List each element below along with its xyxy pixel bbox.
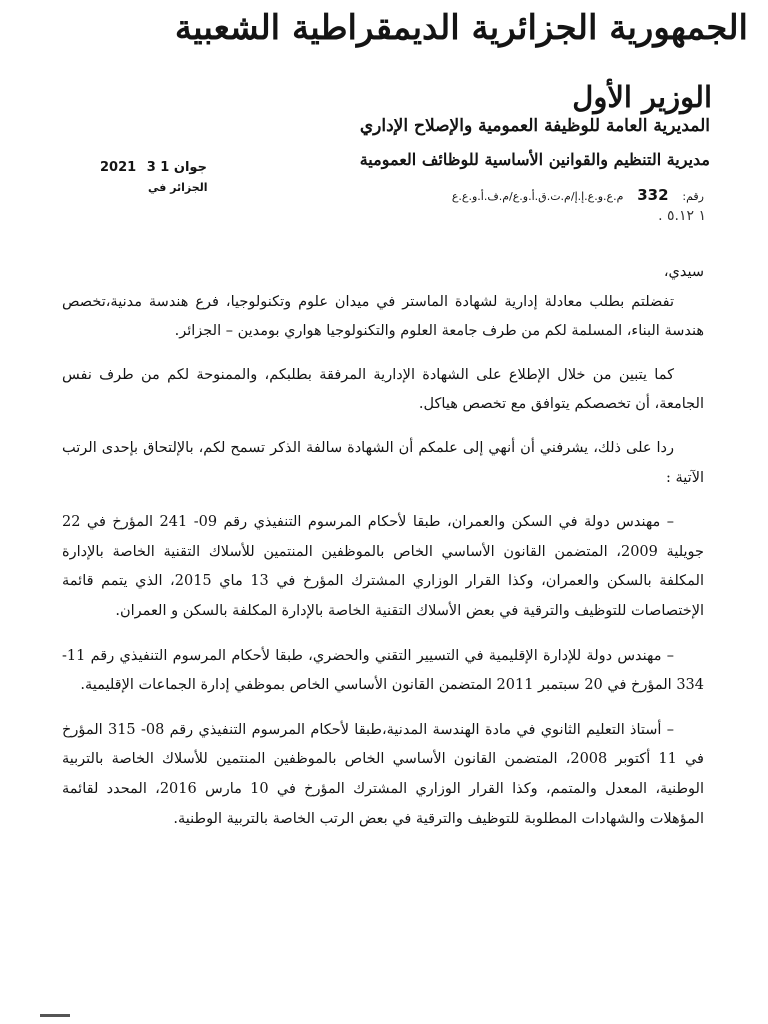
list-item-territorial-engineer: – مهندس دولة للإدارة الإقليمية في التسيير التقني والحضري، طبقا لأحكام المرسوم التنفيذي رقم 11- 334 المؤرخ في 20 سبتمبر 2011 المتضمن القانون الأساسي الخاص بموظفي إدارة الجماعات الإقليمية. xyxy=(62,647,704,694)
minister-title: الوزير الأول xyxy=(572,80,712,114)
paragraph-response: ردا على ذلك، يشرفني أن أنهي إلى علمكم أن الشهادة سالفة الذكر تسمح لكم، بالإلتحاق بإحدى الرتب الآتية : xyxy=(62,439,704,486)
republic-title: الجمهورية الجزائرية الديمقراطية الشعبية xyxy=(174,8,748,48)
reference-number: 332 xyxy=(637,186,669,204)
reference-extra: . ١ ٥.١٢ xyxy=(658,208,706,224)
list-item-secondary-teacher: – أستاذ التعليم الثانوي في مادة الهندسة المدنية،طبقا لأحكام المرسوم التنفيذي رقم 08- 315 المؤرخ في 11 أكتوبر 2008، المتضمن القانون الأساسي الخاص بالموظفين المنتمين للأسلاك الخاصة بالتربية الوطنية، المعدل والمتمم، وكذا القرار الوزاري المشترك المؤرخ في 10 مارس 2016، المحدد لقائمة المؤهلات والشهادات المطلوبة للتوظيف والترقية في بعض الرتب الخاصة بالتربية الوطنية. xyxy=(62,721,704,827)
date-value: 2021 جوان 1 xyxy=(100,160,207,175)
reference-row xyxy=(452,186,704,204)
paragraph-request: تفضلتم بطلب معادلة إدارية لشهادة الماستر في ميدان علوم وتكنولوجيا، فرع هندسة مدنية،تخصص هندسة البناء، المسلمة لكم من طرف جامعة العلوم والتكنولوجيا هواري بومدين – الجزائر. xyxy=(62,293,704,340)
paragraph-certificate: كما يتبين من خلال الإطلاع على الشهادة الإدارية المرفقة بطلبكم، والممنوحة لكم من طرف نفس الجامعة، أن تخصصكم يتوافق مع تخصص هياكل. xyxy=(62,366,704,413)
salutation: سيدي، xyxy=(663,264,704,280)
city-label: الجزائر في xyxy=(148,181,208,194)
direction-sub: مديرية التنظيم والقوانين الأساسية للوظائف العمومية xyxy=(359,150,710,169)
page-edge-mark xyxy=(40,1014,70,1017)
date-stamp xyxy=(100,160,207,175)
date-day: 3 xyxy=(146,160,156,175)
letter-body xyxy=(62,258,704,834)
reference-label: رقم: xyxy=(682,190,704,203)
direction-general: المديرية العامة للوظيفة العمومية والإصلاح الإداري xyxy=(359,116,710,136)
reference-code: م.ع.و.ع.إ.إ/م.ت.ق.أ.و.ع/م.ف.أ.و.ع.ع xyxy=(451,190,624,203)
list-item-housing-engineer: – مهندس دولة في السكن والعمران، طبقا لأحكام المرسوم التنفيذي رقم 09- 241 المؤرخ في 22 جويلية 2009، المتضمن القانون الأساسي الخاص بالموظفين المنتمين للأسلاك التقنية الخاصة بالإدارة المكلفة بالسكن والعمران، وكذا القرار الوزاري المشترك المؤرخ في 13 ماي 2015، الذي يتمم قائمة الإختصاصات للتوظيف والترقية في بعض الأسلاك التقنية الخاصة بالإدارة المكلفة بالسكن و العمران. xyxy=(62,514,705,619)
